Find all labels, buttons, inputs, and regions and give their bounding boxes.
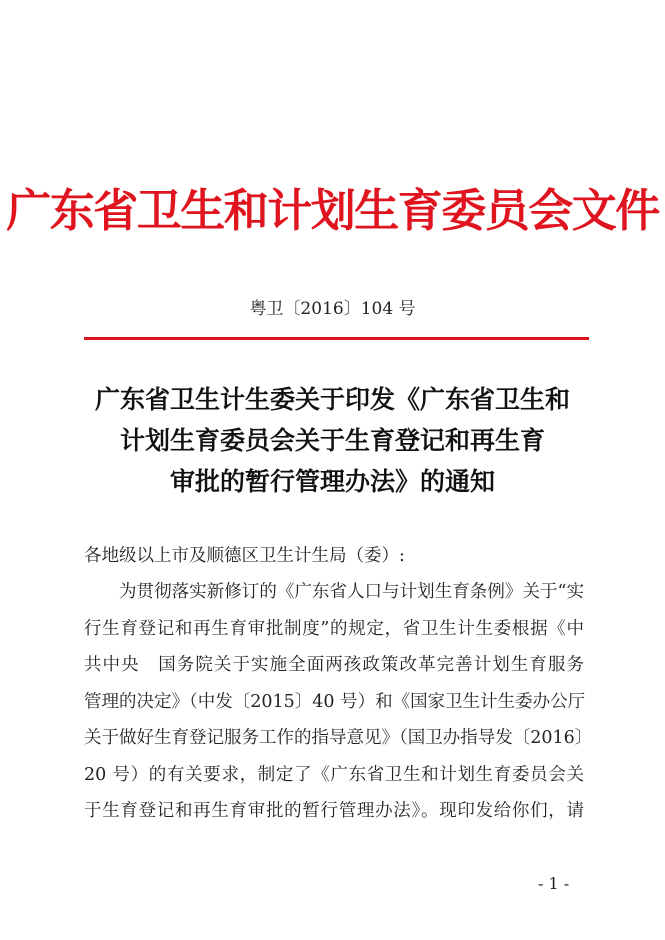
body-line-2: 行生育登记和再生育审批制度”的规定，省卫生计生委根据《中 xyxy=(84,618,584,639)
red-divider-line xyxy=(84,337,589,340)
page-number: - 1 - xyxy=(538,874,570,893)
agency-header-title: 广东省卫生和计划生育委员会文件 xyxy=(6,184,659,237)
body-line-7: 于生育登记和再生育审批的暂行管理办法》。现印发给你们，请 xyxy=(84,801,584,821)
document-number: 粤卫〔2016〕104 号 xyxy=(249,299,416,319)
body-line-5: 关于做好生育登记服务工作的指导意见》（国卫办指导发〔2016〕 xyxy=(84,728,593,748)
body-line-3: 共中央 国务院关于实施全面两孩政策改革完善计划生育服务 xyxy=(84,655,584,675)
document-title xyxy=(60,379,605,502)
recipient-line: 各地级以上市及顺德区卫生计生局（委）: xyxy=(84,546,405,566)
document-title-line-1: 广东省卫生计生委关于印发《广东省卫生和 xyxy=(94,385,570,414)
body-line-4: 管理的决定》（中发〔2015〕40 号）和《国家卫生计生委办公厅 xyxy=(84,691,586,712)
document-title-line-3: 审批的暂行管理办法》的通知 xyxy=(169,467,495,496)
body-line-6: 20 号）的有关要求，制定了《广东省卫生和计划生育委员会关 xyxy=(84,764,584,785)
body-line-1: 为贯彻落实新修订的《广东省人口与计划生育条例》关于“实 xyxy=(119,582,584,602)
body-text xyxy=(84,574,593,830)
document-title-line-2: 计划生育委员会关于生育登记和再生育 xyxy=(119,426,545,455)
